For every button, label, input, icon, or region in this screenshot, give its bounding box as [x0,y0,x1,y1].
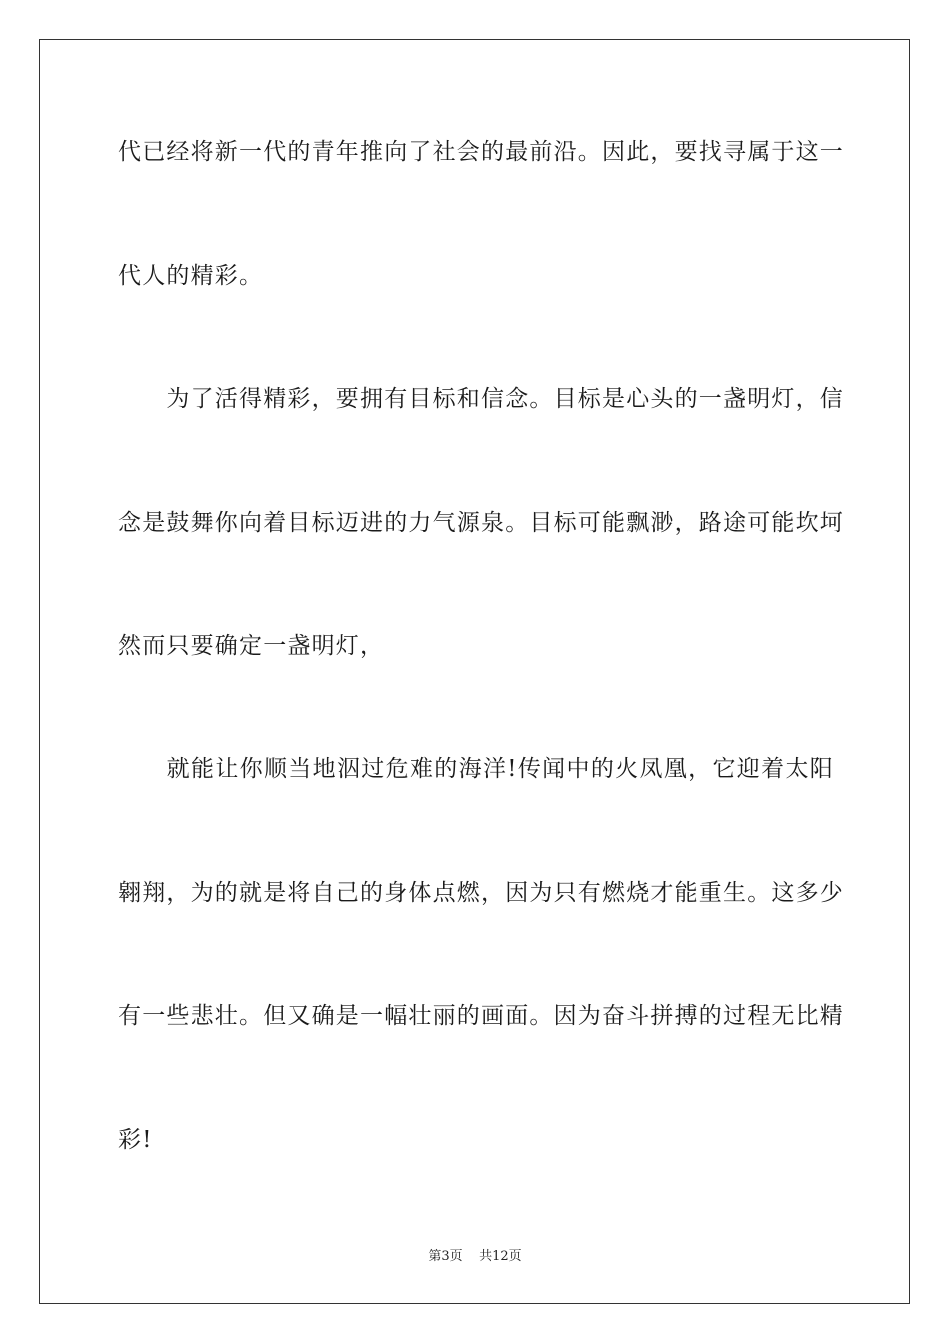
page-total: 共12页 [479,1249,522,1264]
text-line-1: 代已经将新一代的青年推向了社会的最前沿。因此，要找寻属于这一 [118,139,844,165]
text-line-3: 为了活得精彩，要拥有目标和信念。目标是心头的一盏明灯，信 [118,386,844,412]
text-line-2: 代人的精彩。 [118,263,264,289]
text-line-4: 念是鼓舞你向着目标迈进的力气源泉。目标可能飘渺，路途可能坎坷 [118,510,844,536]
page-number: 第3页 [428,1249,463,1264]
text-line-9: 彩! [118,1127,153,1153]
text-line-5: 然而只要确定一盏明灯， [118,633,385,659]
text-line-8: 有一些悲壮。但又确是一幅壮丽的画面。因为奋斗拼搏的过程无比精 [118,1003,844,1029]
text-line-7: 翱翔，为的就是将自己的身体点燃，因为只有燃烧才能重生。这多少 [118,880,844,906]
page-footer [0,1249,950,1265]
page-frame [39,39,910,1304]
text-line-6: 就能让你顺当地泅过危难的海洋!传闻中的火凤凰，它迎着太阳 [118,756,834,782]
